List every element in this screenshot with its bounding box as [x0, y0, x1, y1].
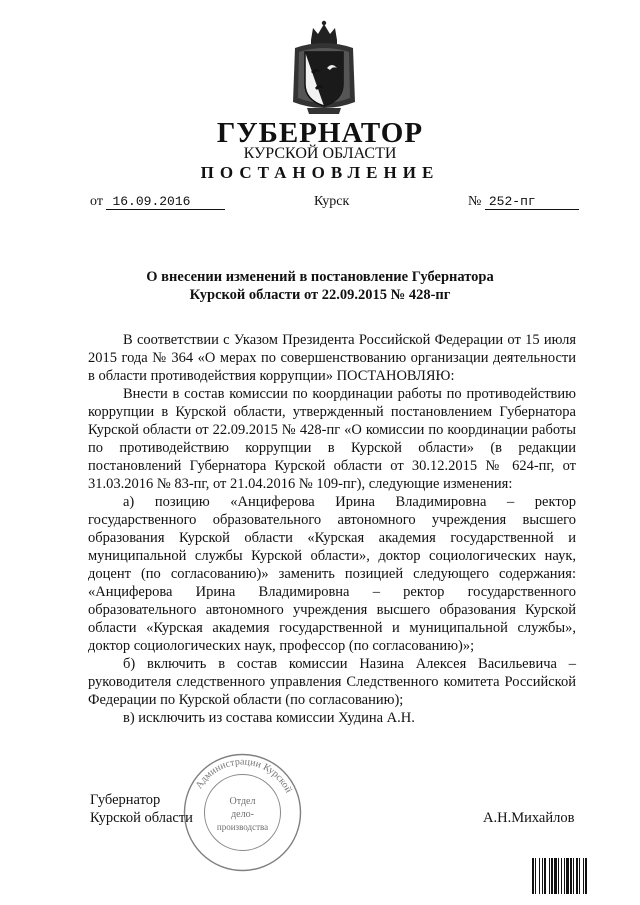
date-value: 16.09.2016 [112, 194, 191, 209]
stamp-text: производства [216, 822, 269, 832]
svg-text:Администрации Курской [194, 756, 294, 795]
signatory-name: А.Н.Михайлов [483, 810, 575, 826]
signatory-position: Губернатор Курской области [90, 792, 193, 826]
body-paragraph: б) включить в состав комиссии Назина Алексея Васильевича – руководителя следственного управления Следственного комитета Российской Федерации по Курской области (по согласованию); [88, 656, 576, 708]
body-paragraph: В соответствии с Указом Президента Российской Федерации от 15 июля 2015 года № 364 «О мерах по совершенствованию организации деятельности в области противодействия коррупции» ПОСТАНОВЛЯЮ: [88, 332, 576, 384]
body-paragraph: Внести в состав комиссии по координации работы по противодействию коррупции в Курской области, утвержденный постановлением Губернатора Курской области от 22.09.2015 № 428-пг «О комиссии по координации работы по противодействию коррупции в Курской области» (в редакции постановлений Губернатора Курской области от 30.12.2015 № 624-пг, от 31.03.2016 № 83-пг, от 21.04.2016 № 109-пг), следующие изменения: [88, 386, 576, 492]
page-title: ГУБЕРНАТОР [216, 117, 424, 149]
official-stamp [180, 750, 305, 875]
region-subtitle: КУРСКОЙ ОБЛАСТИ [243, 145, 397, 162]
document-type: ПОСТАНОВЛЕНИЕ [200, 163, 440, 182]
document-number [468, 193, 579, 211]
subject-line: Курской области от 22.09.2015 № 428-пг [189, 287, 451, 303]
subject-line: О внесении изменений в постановление Губернатора [146, 269, 494, 285]
coat-of-arms-icon [289, 18, 359, 118]
document-body [88, 331, 576, 727]
stamp-text: Отдел [229, 796, 256, 807]
number-value: 252-пг [488, 194, 536, 209]
date-prefix: от [90, 194, 103, 209]
body-paragraph: в) исключить из состава комиссии Худина А.Н. [123, 710, 415, 726]
stamp-text: дело- [231, 809, 254, 820]
barcode-icon [532, 858, 625, 894]
document-subject [0, 268, 640, 304]
stamp-ring-text: Администрации Курской [193, 756, 294, 795]
document-date [90, 193, 225, 211]
number-prefix: № [468, 194, 482, 209]
body-paragraph: а) позицию «Анциферова Ирина Владимировна – ректор государственного образовательного автономного учреждения высшего образования Курской области «Курская академия государственной и муниципальной службы Курской области», доктор социологических наук, доцент (по согласованию)» заменить позицией следующего содержания: «Анциферова Ирина Владимировна – ректор государственного образовательного автономного учреждения высшего образования Курской области «Курская академия государственной и муниципальной службы», доктор социологических наук, профессор (по согласованию)»; [88, 494, 576, 654]
document-city: Курск [314, 194, 350, 209]
